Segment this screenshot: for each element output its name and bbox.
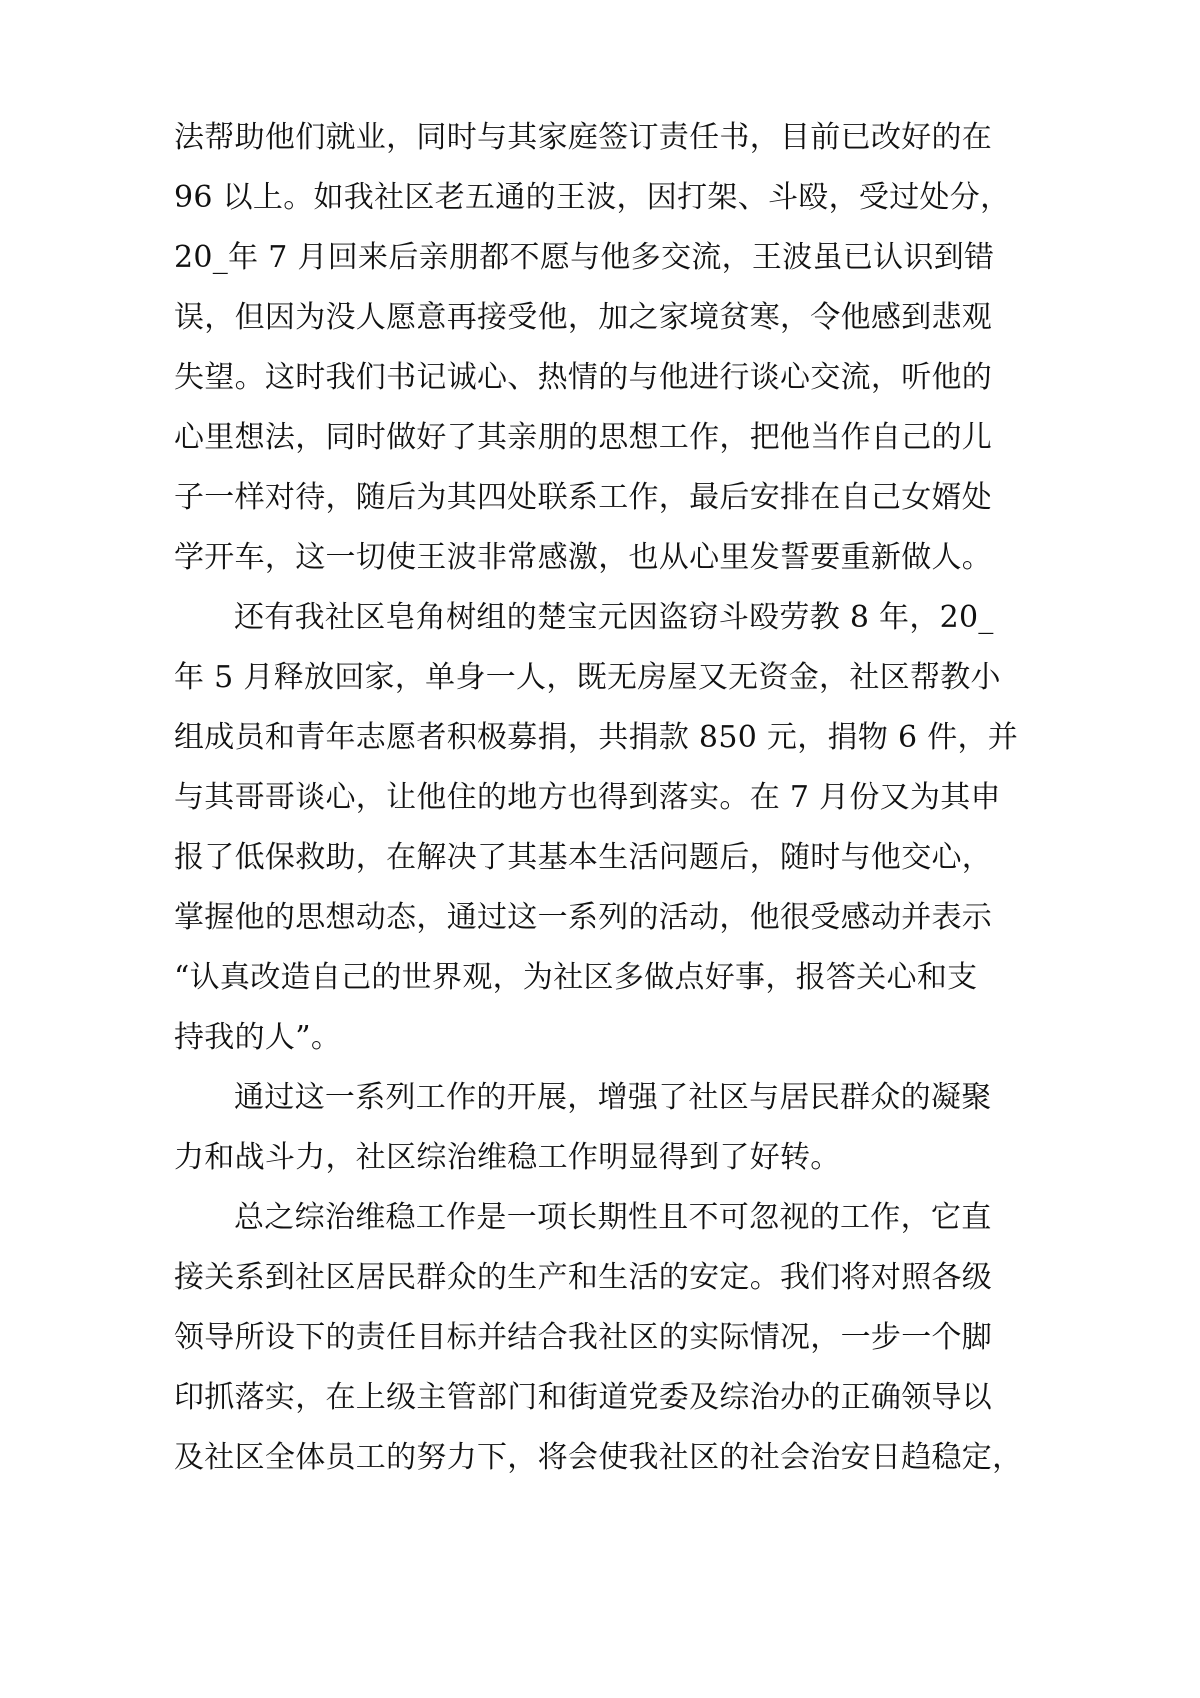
text-line-9: 还有我社区皂角树组的楚宝元因盗窃斗殴劳教 8 年，20_ xyxy=(234,600,994,635)
text-line-22: 印抓落实，在上级主管部门和街道党委及综治办的正确领导以 xyxy=(174,1380,993,1415)
text-line-6: 心里想法，同时做好了其亲朋的思想工作，把他当作自己的儿 xyxy=(174,420,993,455)
text-line-21: 领导所设下的责任目标并结合我社区的实际情况，一步一个脚 xyxy=(174,1320,993,1355)
text-line-14: 掌握他的思想动态，通过这一系列的活动，他很受感动并表示 xyxy=(174,900,993,935)
text-line-15: “认真改造自己的世界观，为社区多做点好事，报答关心和支 xyxy=(174,960,978,995)
text-line-17: 通过这一系列工作的开展，增强了社区与居民群众的凝聚 xyxy=(234,1080,992,1115)
text-line-20: 接关系到社区居民群众的生产和生活的安定。我们将对照各级 xyxy=(174,1260,993,1295)
text-line-19: 总之综治维稳工作是一项长期性且不可忽视的工作，它直 xyxy=(234,1200,992,1235)
text-line-2: 96 以上。如我社区老五通的王波，因打架、斗殴，受过处分， xyxy=(174,180,1011,215)
text-line-5: 失望。这时我们书记诚心、热情的与他进行谈心交流，听他的 xyxy=(174,360,993,395)
text-line-13: 报了低保救助，在解决了其基本生活问题后，随时与他交心， xyxy=(174,840,993,875)
text-line-4: 误，但因为没人愿意再接受他，加之家境贫寒，令他感到悲观 xyxy=(174,300,993,335)
text-line-8: 学开车，这一切使王波非常感激，也从心里发誓要重新做人。 xyxy=(174,540,993,575)
text-line-10: 年 5 月释放回家，单身一人，既无房屋又无资金，社区帮教小 xyxy=(174,660,1001,695)
text-line-16: 持我的人”。 xyxy=(174,1020,342,1055)
text-line-23: 及社区全体员工的努力下，将会使我社区的社会治安日趋稳定， xyxy=(174,1440,1023,1475)
text-line-12: 与其哥哥谈心，让他住的地方也得到落实。在 7 月份又为其申 xyxy=(174,780,1001,815)
text-line-1: 法帮助他们就业，同时与其家庭签订责任书，目前已改好的在 xyxy=(174,120,993,155)
text-line-3: 20_年 7 月回来后亲朋都不愿与他多交流，王波虽已认识到错 xyxy=(174,240,995,275)
text-line-11: 组成员和青年志愿者积极募捐，共捐款 850 元，捐物 6 件，并 xyxy=(174,720,1019,755)
text-line-7: 子一样对待，随后为其四处联系工作，最后安排在自己女婿处 xyxy=(174,480,993,515)
text-line-18: 力和战斗力，社区综治维稳工作明显得到了好转。 xyxy=(174,1140,841,1175)
